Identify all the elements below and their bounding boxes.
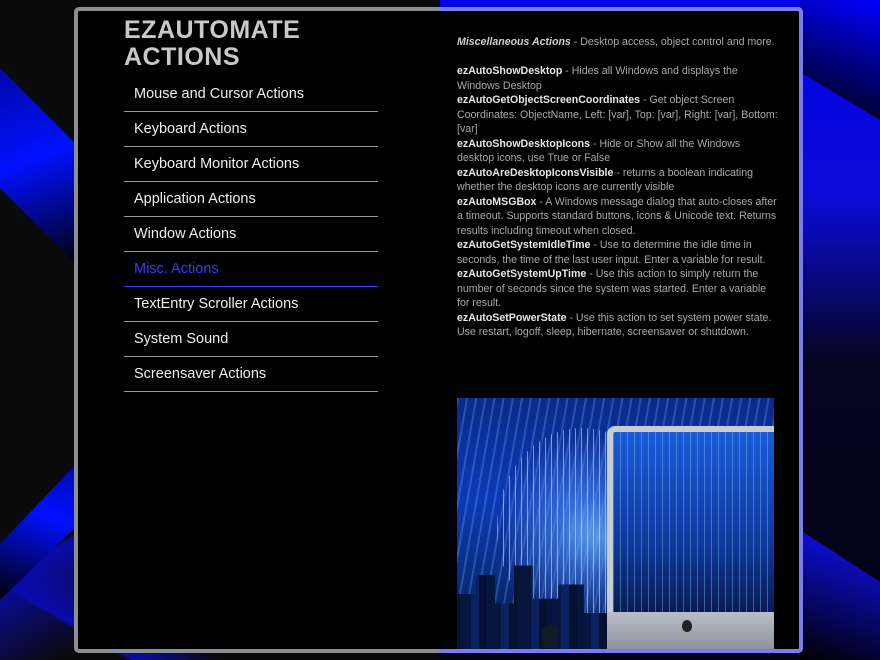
action-entry — [457, 195, 779, 239]
action-entry — [457, 238, 779, 267]
action-entry — [457, 93, 779, 137]
action-entry — [457, 64, 779, 93]
menu-item-application[interactable]: Application Actions — [124, 182, 378, 217]
hero-image — [457, 398, 774, 651]
action-entry — [457, 137, 779, 166]
menu-item-screensaver[interactable]: Screensaver Actions — [124, 357, 378, 392]
action-entry — [457, 311, 779, 340]
action-entry — [457, 267, 779, 311]
action-descriptions — [457, 35, 779, 340]
action-description: - Use this action to simply return the number of seconds since the system was started. Enter a variable for result. — [457, 268, 767, 309]
menu-item-mouse-cursor[interactable]: Mouse and Cursor Actions — [124, 77, 378, 112]
action-name: ezAutoGetSystemUpTime — [457, 268, 587, 280]
action-description: - Use to determine the idle time in seconds, the time of the last user input. Enter a variable for result. — [457, 239, 766, 266]
menu-item-textentry-scroller[interactable]: TextEntry Scroller Actions — [124, 287, 378, 322]
action-name: ezAutoGetObjectScreenCoordinates — [457, 94, 641, 106]
action-description: - Get object Screen Coordinates: ObjectName, Left: [var], Top: [var], Right: [var], Bottom: [var] — [457, 94, 778, 135]
apple-logo-icon — [682, 620, 692, 632]
monitor-graphic — [607, 426, 774, 618]
menu-item-system-sound[interactable]: System Sound — [124, 322, 378, 357]
action-name: ezAutoSetPowerState — [457, 311, 567, 324]
section-intro-text: - Desktop access, object control and more. — [570, 36, 775, 48]
action-name: ezAutoGetSystemIdleTime — [457, 239, 591, 251]
mug-graphic — [542, 626, 558, 648]
action-name: ezAutoMSGBox — [457, 195, 537, 208]
menu-item-window[interactable]: Window Actions — [124, 217, 378, 252]
menu-item-keyboard-monitor[interactable]: Keyboard Monitor Actions — [124, 147, 378, 182]
monitor-stand-graphic — [607, 612, 774, 651]
action-entry — [457, 166, 779, 195]
actions-menu — [124, 77, 378, 392]
action-name: ezAutoAreDesktopIconsVisible — [457, 166, 614, 179]
action-description: - Hides all Windows and displays the Windows Desktop — [457, 65, 738, 92]
action-description: - Use this action to set system power state. Use restart, logoff, sleep, hibernate, screensaver or shutdown. — [457, 311, 772, 338]
menu-item-misc[interactable]: Misc. Actions — [124, 252, 378, 287]
content-panel — [74, 7, 803, 653]
section-intro — [457, 35, 779, 50]
page-title: EZAUTOMATE ACTIONS — [124, 16, 301, 71]
action-name: ezAutoShowDesktopIcons — [457, 137, 591, 150]
action-description: - A Windows message dialog that auto-closes after a timeout. Supports standard buttons, icons & Unicode text. Returns results including timeout when closed. — [457, 195, 777, 237]
action-name: ezAutoShowDesktop — [457, 65, 563, 77]
action-description: - Hide or Show all the Windows desktop icons, use True or False — [457, 137, 741, 164]
action-description: - returns a boolean indicating whether the desktop icons are currently visible — [457, 166, 753, 193]
menu-item-keyboard[interactable]: Keyboard Actions — [124, 112, 378, 147]
section-intro-title: Miscellaneous Actions — [457, 36, 571, 48]
